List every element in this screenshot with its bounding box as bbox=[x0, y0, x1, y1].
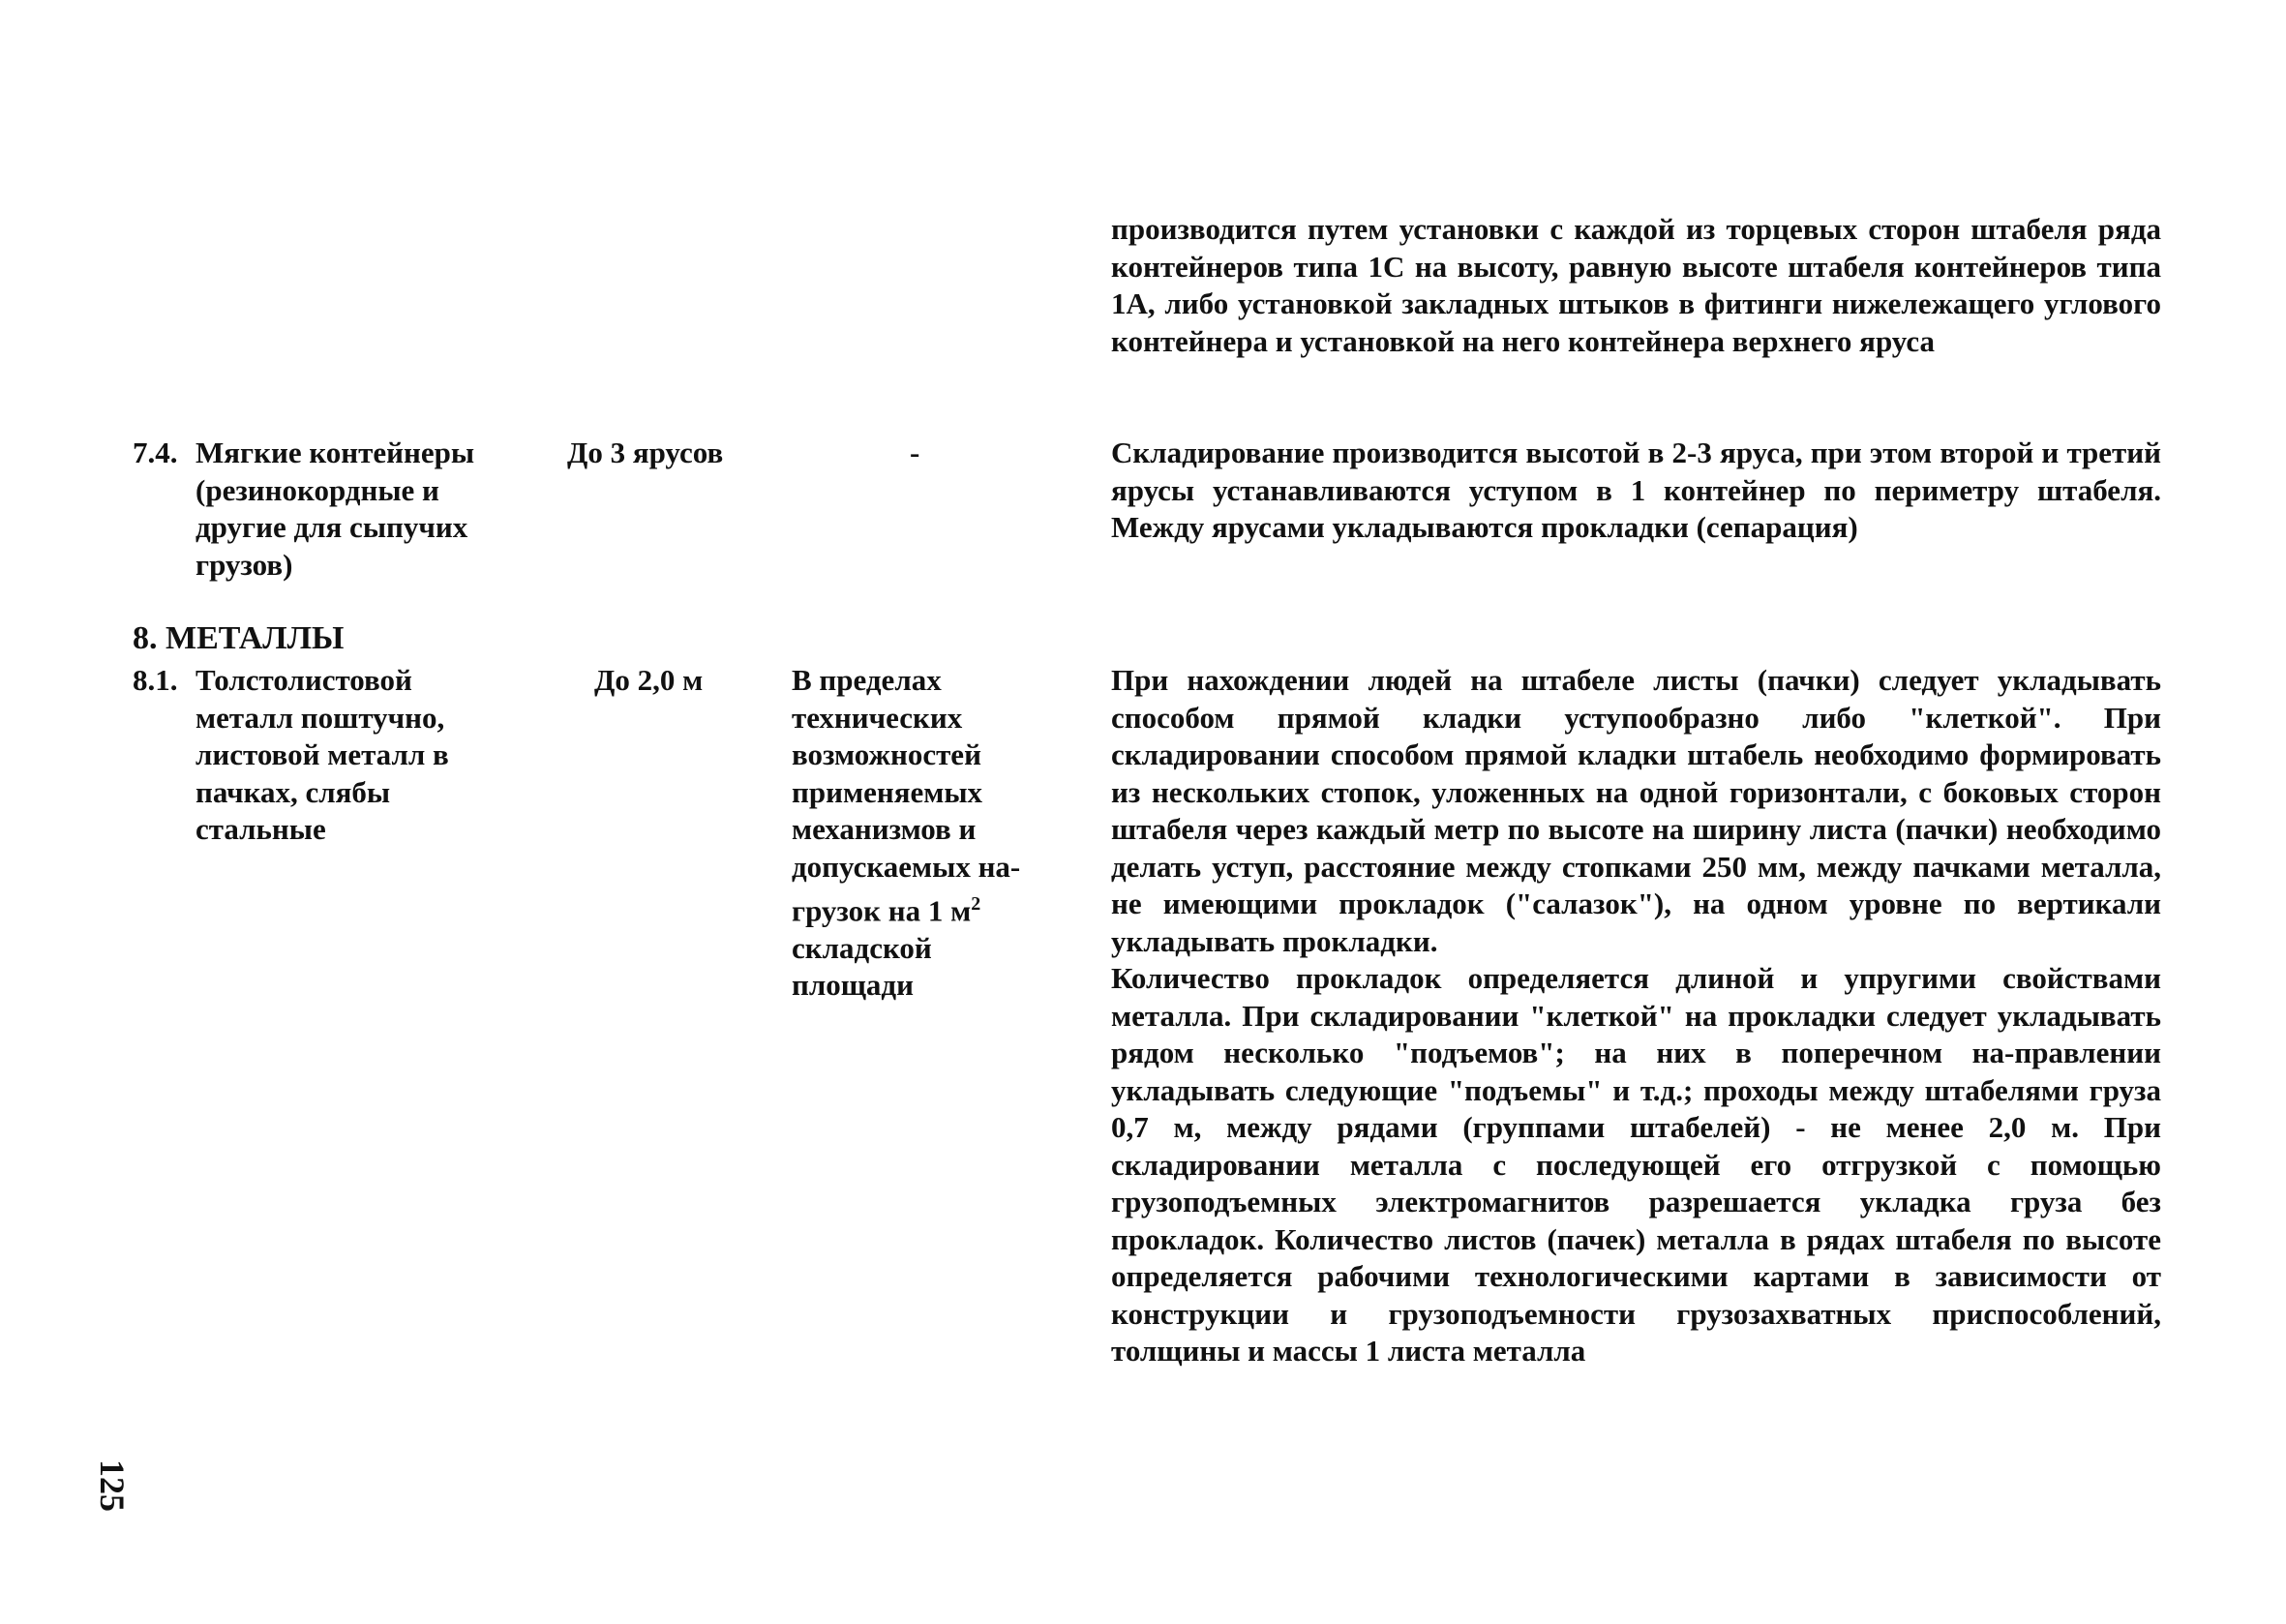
continuation-text: производится путем установки с каждой из торцевых сторон штабеля ряда контейнеров типа 1С на высоту, равную высоте штабеля контейнеров типа 1А, либо установкой закладных штыков в фитинги нижележащего углового контейнера и установкой на него контейнера верхнего яруса bbox=[1111, 212, 2161, 358]
row-name: Толстолистовой металл поштучно, листовой металл в пачках, слябы стальные bbox=[196, 663, 449, 846]
note-paragraph: При нахождении людей на штабеле листы (пачки) следует укладывать способом прямой кладки уступообразно либо "клеткой". При складировании способом прямой кладки штабель необходимо формировать из нескольких стопок, уложенных на одной горизонтали, с боковых сторон штабеля через каждый метр по высоте на ширину листа (пачки) необходимо делать уступ, расстояние между стопками 250 мм, между пачками металла, не имеющими прокладок ("салазок"), на одном уровне по вертикали укладывать прокладки. bbox=[1111, 663, 2161, 958]
row-notes bbox=[1111, 662, 2161, 1370]
limit-text: В пределах технических возможностей применяемых механизмов и допускаемых на-грузок на 1 м bbox=[792, 663, 1021, 928]
row-height: До 3 ярусов bbox=[567, 436, 724, 469]
page-number: 125 bbox=[93, 1459, 132, 1512]
section-heading: 8. МЕТАЛЛЫ bbox=[133, 620, 345, 656]
note-paragraph: Количество прокладок определяется длиной и упругими свойствами металла. При складировании "клеткой" на прокладки следует укладывать рядом несколько "подъемов"; на них в поперечном на-правлении укладывать следующие "подъемы" и т.д.; проходы между штабелями груза 0,7 м, между рядами (группами штабелей) - не менее 2,0 м. При складировании металла с последующей его отгрузкой с помощью грузоподъемных электромагнитов разрешается укладка груза без прокладок. Количество листов (пачек) металла в рядах штабеля по высоте определяется рабочими технологическими картами в зависимости от конструкции и грузоподъемности грузозахватных приспособлений, толщины и массы 1 листа металла bbox=[1111, 961, 2161, 1368]
limit-text-suffix: складской площади bbox=[792, 930, 932, 1003]
row-height: До 2,0 м bbox=[594, 663, 704, 697]
row-number: 8.1. bbox=[133, 663, 178, 697]
row-number: 7.4. bbox=[133, 436, 178, 469]
limit-superscript: 2 bbox=[971, 893, 981, 915]
row-notes bbox=[1111, 435, 2161, 547]
note-paragraph: Складирование производится высотой в 2-3 яруса, при этом второй и третий ярусы устанавливаются уступом в 1 контейнер по периметру штабеля. Между ярусами укладываются прокладки (сепарация) bbox=[1111, 436, 2161, 544]
row-name: Мягкие контейнеры (резинокордные и другие для сыпучих грузов) bbox=[196, 436, 475, 582]
row-limit: - bbox=[910, 436, 920, 469]
row-limit bbox=[792, 662, 1053, 1005]
